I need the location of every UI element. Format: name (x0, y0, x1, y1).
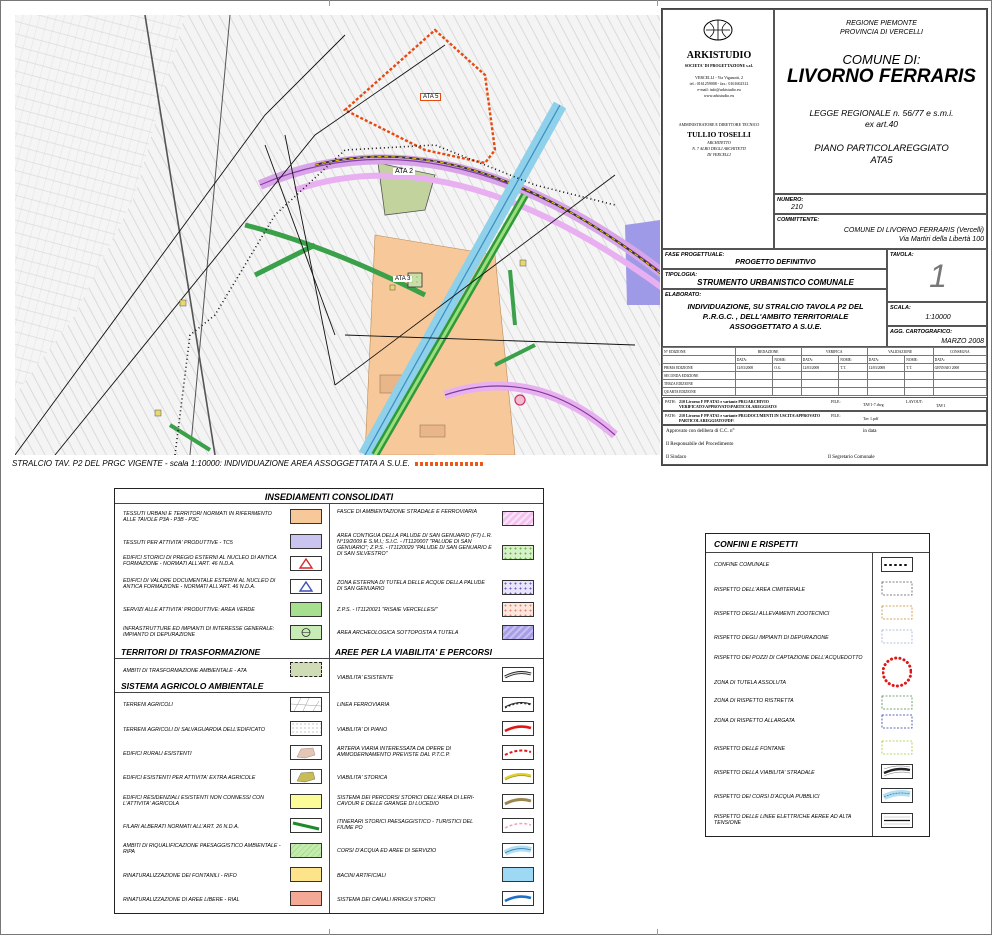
swatch-palude (502, 545, 534, 560)
ed-sub-cell: DATA: (801, 356, 839, 364)
layout-label: LAYOUT: (906, 399, 923, 404)
legend-main (114, 488, 544, 914)
ed-header-cell: N° EDIZIONE (663, 348, 736, 356)
legend-item-servizi-verde: SERVIZI ALLE ATTIVITA' PRODUTTIVE: AREA VERDE (123, 607, 255, 613)
legend-item-viabilita-esistente: VIABILITA' ESISTENTE (337, 675, 394, 681)
ed-header-cell: VALIDAZIONE (867, 348, 933, 356)
numero-label: NUMERO: (777, 197, 804, 203)
legend-item-canali: SISTEMA DEI CANALI IRRIGUI STORICI (337, 897, 436, 903)
swatch-depurazione (290, 625, 322, 640)
swatch-archeo (502, 625, 534, 640)
ed-header-cell: CONSEGNA (933, 348, 986, 356)
legend-item-arteria-ptcp: ARTERIA VIARIA INTERESSATA DA OPERE DI AMMODERNAMENTO PREVISTE DAL P.T.C.P. (337, 746, 452, 758)
committente-address: Via Martiri della Libertà 100 (898, 236, 984, 243)
swatch-cimiteriale (881, 581, 913, 596)
legend-item-bacini: BACINI ARTIFICIALI (337, 873, 386, 879)
swatch-corsi-acqua (502, 843, 534, 858)
edition-row (663, 380, 987, 388)
director-city: DI VERCELLI (707, 152, 731, 157)
file2-label: FILE: (831, 413, 841, 418)
edition-row (663, 388, 987, 396)
swatch-fasce (502, 511, 534, 526)
ed-sub-cell: NOME: (839, 356, 867, 364)
swatch-edifici-storici (290, 556, 322, 571)
approvato-text: Approvato con delibera di C.C. n° (666, 429, 735, 434)
legend-item-archeo: AREA ARCHEOLOGICA SOTTOPOSTA A TUTELA (337, 630, 459, 636)
swatch-residenziali (290, 794, 322, 809)
map-extract[interactable] (15, 15, 660, 455)
firm-phone: tel.: 0161259008 - fax.: 0161602312 (689, 81, 749, 86)
swatch-terreni-agricoli (290, 697, 322, 712)
firm-address: VERCELLI - Via Viganotti, 2 (695, 75, 743, 80)
legend-item-fiume-po: ITINERARI STORICI PAESAGGISTICO - TURISTICI DEL FIUME PO (337, 819, 473, 831)
agg-label: AGG. CARTOGRAFICO: (890, 329, 953, 335)
ed-sub-cell: DATA: (933, 356, 986, 364)
elaborato-line2: P..R.G.C. , DELL'AMBITO TERRITORIALE (702, 312, 849, 321)
swatch-edifici-rurali (290, 745, 322, 760)
swatch-servizi-verde (290, 602, 322, 617)
firm-logo (701, 18, 735, 42)
ed-header-cell: VERIFICA (801, 348, 867, 356)
legend-item-corsi-acqua: CORSI D'ACQUA ED AREE DI SERVIZIO (337, 848, 437, 854)
ata-boundary-sample (415, 462, 483, 466)
plan-name: ATA5 (870, 155, 893, 166)
tavola-cell (887, 249, 987, 302)
law-ref: LEGGE REGIONALE n. 56/77 e s.m.i. (809, 108, 954, 118)
swatch-impianti-depurazione (881, 629, 913, 644)
swatch-fiume-po (502, 818, 534, 833)
legend-item-viabilita-storica: VIABILITA' STORICA (337, 775, 388, 781)
legend-item-terreni-agricoli: TERRENI AGRICOLI (123, 702, 173, 708)
swatch-salvaguardia (290, 721, 322, 736)
path1-label: PATH: (665, 399, 676, 404)
editions-header-row (663, 348, 987, 356)
legend-item-cimiteriale: RISPETTO DELL'AREA CIMITERIALE (714, 587, 806, 593)
legend-item-viabilita-stradale: RISPETTO DELLA VIABILITA' STRADALE (714, 770, 815, 776)
committente-cell (774, 214, 987, 249)
agg-cell (887, 326, 987, 347)
path2-label: PATH: (665, 413, 676, 418)
tipologia-cell (662, 269, 887, 289)
sindaco-text: Il Sindaco (666, 455, 687, 460)
elaborato-cell (662, 289, 887, 347)
elaborato-label: ELABORATO: (665, 292, 702, 298)
fase-cell (662, 249, 887, 269)
path2-value: 210 Livorno F PP ATA5 e variante PRG\DOCUMENTI IN USCITA\APPROVATO PARTICOLAREGGIATO\PDF\ (679, 413, 821, 423)
legend-item-salvaguardia: TERRENI AGRICOLI DI SALVAGUARDIA DELL'EDIFICATO (123, 727, 266, 733)
legend-item-zona-esterna: ZONA ESTERNA DI TUTELA DELLE ACQUE DELLA PALUDE DI SAN GENUARIO (337, 580, 485, 592)
legend-item-fontane: RISPETTO DELLE FONTANE (714, 746, 786, 752)
swatch-filari (290, 818, 322, 833)
legend-item-filari: FILARI ALBERATI NORMATI ALL'ART. 26 N.D.A. (123, 824, 240, 830)
legend-item-tutela-assoluta: ZONA DI TUTELA ASSOLUTA (714, 680, 787, 686)
legend-item-residenziali: EDIFICI RESIDENZIALI ESISTENTI NON CONNESSI CON L'ATTIVITA' AGRICOLA (123, 795, 264, 807)
ata3-label: ATA 3 (395, 276, 411, 282)
divider (329, 503, 330, 913)
ed-cell: GENNAIO 2008 (933, 364, 986, 372)
swatch-extra-agricole (290, 769, 322, 784)
swatch-rial (290, 891, 322, 906)
approval-cell (662, 425, 987, 465)
tavola-value: 1 (929, 258, 947, 294)
firm-email: e-mail: info@arkistudio.eu (697, 87, 741, 92)
responsabile-text: Il Responsabile del Procedimento (666, 442, 734, 447)
ed-sub-cell (663, 356, 736, 364)
file1-value: TAV1-7.dwg (863, 402, 884, 407)
comune-cell (774, 9, 987, 194)
legend-item-zps: Z.P.S. - IT1120021 "RISAIE VERCELLESI" (337, 607, 438, 613)
crop-mark (329, 929, 330, 935)
ed-sub-cell: NOME: (773, 356, 801, 364)
legend-item-edifici-rurali: EDIFICI RURALI ESISTENTI (123, 751, 192, 757)
legend-item-rial: RINATURALIZZAZIONE DI AREE LIBERE - RIAL (123, 897, 240, 903)
in-data-text: in data (863, 429, 877, 434)
swatch-pozzi (882, 654, 912, 690)
region: REGIONE PIEMONTE (846, 20, 917, 27)
tavola-label: TAVOLA: (890, 252, 914, 258)
director-role: AMMINISTRATORE E DIRETTORE TECNICO (678, 122, 760, 127)
swatch-edifici-documentali (290, 579, 322, 594)
swatch-tessuti (290, 509, 322, 524)
legend-item-corsi-acqua-pubblici: RISPETTO DEI CORSI D'ACQUA PUBBLICI (714, 794, 820, 800)
swatch-zootecnici (881, 605, 913, 620)
legend-confini (705, 533, 930, 837)
director-title: ARCHITETTO (707, 140, 731, 145)
law-article: ex art.40 (864, 119, 899, 129)
swatch-rispetto-allargata (881, 714, 913, 729)
legend-item-viabilita-piano: VIABILITA' DI PIANO (337, 727, 388, 733)
swatch-viabilita-stradale (881, 764, 913, 779)
ed-cell: O.G. (773, 364, 801, 372)
ed-sub-cell: NOME: (905, 356, 933, 364)
province: PROVINCIA DI VERCELLI (840, 29, 923, 36)
ed-header-cell: REDAZIONE (735, 348, 801, 356)
ed-cell: 12/03/2008 (801, 364, 839, 372)
layout-value: TAV1 (936, 403, 946, 408)
ed-sub-cell: DATA: (867, 356, 905, 364)
legend-item-ripa: AMBITI DI RIQUALIFICAZIONE PAESAGGISTICO AMBIENTALE - RIPA (123, 843, 281, 855)
swatch-rifo (290, 867, 322, 882)
crop-mark (657, 0, 658, 6)
ed-cell: T.T. (839, 364, 867, 372)
ed-sub-cell: DATA: (735, 356, 773, 364)
swatch-fontane (881, 740, 913, 755)
legend-item-rispetto-allargata: ZONA DI RISPETTO ALLARGATA (714, 718, 795, 724)
legend-item-ferrovia: LINEA FERROVIARIA (337, 702, 390, 708)
swatch-viabilita-esistente (502, 667, 534, 682)
swatch-viabilita-piano (502, 721, 534, 736)
crop-mark (657, 929, 658, 935)
tipologia-label: TIPOLOGIA: (665, 272, 698, 278)
legend-item-produttive: TESSUTI PER ATTIVITA' PRODUTTIVE - TC5 (123, 540, 233, 546)
section-trasformazione: TERRITORI DI TRASFORMAZIONE (121, 647, 261, 657)
legend-item-impianti-depurazione: RISPETTO DEGLI IMPIANTI DI DEPURAZIONE (714, 635, 829, 641)
swatch-linee-elettriche (881, 813, 913, 828)
scala-value: 1:10000 (925, 314, 951, 321)
committente-name: COMUNE DI LIVORNO FERRARIS (Vercelli) (843, 227, 984, 234)
swatch-ripa (290, 843, 322, 858)
legend-item-edifici-storici: EDIFICI STORICI DI PREGIO ESTERNI AL NUCLEO DI ANTICA FORMAZIONE - NORMATI ALL'ART. 46 N.D.A. (123, 555, 277, 567)
ata2-label: ATA 2 (395, 168, 414, 175)
legend-item-linee-elettriche: RISPETTO DELLE LINEE ELETTRICHE AEREE AD ALTA TENSIONE (714, 814, 852, 826)
ed-cell: TERZA EDIZIONE (663, 380, 736, 388)
numero-value: 210 (791, 204, 803, 211)
director-name: TULLIO TOSELLI (687, 130, 751, 139)
comune-name: LIVORNO FERRARIS (787, 66, 976, 87)
swatch-arteria-ptcp (502, 745, 534, 760)
scala-cell (887, 302, 987, 326)
agg-value: MARZO 2008 (941, 338, 984, 345)
numero-cell (774, 194, 987, 214)
path-row-2 (662, 411, 987, 425)
elaborato-line3: ASSOGGETTATO A S.U.E. (729, 322, 822, 331)
legend-item-extra-agricole: EDIFICI ESISTENTI PER ATTIVITA' EXTRA AGRICOLE (123, 775, 256, 781)
edition-row (663, 372, 987, 380)
map-canvas (15, 15, 660, 455)
ed-cell: PRIMA EDIZIONE (663, 364, 736, 372)
fase-label: FASE PROGETTUALE: (665, 252, 725, 258)
legend-item-leri-cavour: SISTEMA DEI PERCORSI STORICI DELL'AREA DI LERI-CAVOUR E DELLE GRANGE DI LUCEDIO (337, 795, 475, 807)
swatch-ferrovia (502, 697, 534, 712)
path1-value: 210 Livorno F PP ATA5 e variante PRG\ARCHIVIO VERIFICATO\APPROVATO\PARTICOLAREGGIATO\ (679, 399, 778, 409)
edition-row (663, 364, 987, 372)
legend-item-zootecnici: RISPETTO DEGLI ALLEVAMENTI ZOOTECNICI (714, 611, 830, 617)
fase-value: PROGETTO DEFINITIVO (735, 259, 816, 266)
ed-cell: SECONDA EDIZIONE (663, 372, 736, 380)
legend-item-depurazione: INFRASTRUTTURE ED IMPIANTI DI INTERESSE GENERALE: IMPIANTO DI DEPURAZIONE (123, 626, 275, 638)
legend-main-title: INSEDIAMENTI CONSOLIDATI (264, 492, 394, 502)
director-register: N. 7 ALBO DEGLI ARCHITETTI (692, 146, 746, 151)
divider (115, 692, 329, 693)
swatch-bacini (502, 867, 534, 882)
legend-item-fasce: FASCE DI AMBIENTAZIONE STRADALE E FERROVIARIA (337, 509, 477, 515)
firm-name: ARKISTUDIO (686, 50, 752, 61)
swatch-confine-comunale (881, 557, 913, 572)
ed-cell: T.T. (905, 364, 933, 372)
divider (706, 552, 929, 553)
legend-item-rispetto-ristretta: ZONA DI RISPETTO RISTRETTA (714, 698, 794, 704)
ed-cell: 12/03/2008 (735, 364, 773, 372)
ed-cell: QUARTA EDIZIONE (663, 388, 736, 396)
swatch-viabilita-storica (502, 769, 534, 784)
file2-value: Tav 1.pdf (863, 416, 879, 421)
divider (115, 658, 543, 659)
editions-subheader-row (663, 356, 987, 364)
elaborato-line1: INDIVIDUAZIONE, SU STRALCIO TAVOLA P2 DEL (687, 302, 864, 311)
legend-item-tessuti: TESSUTI URBANI E TERRITORI NORMATI IN RIFERIMENTO ALLE TAVOLE P3A - P3B - P3C (123, 511, 272, 523)
swatch-zona-esterna (502, 580, 534, 595)
section-agricolo: SISTEMA AGRICOLO AMBIENTALE (121, 681, 264, 691)
tipologia-value: STRUMENTO URBANISTICO COMUNALE (697, 278, 854, 287)
swatch-ata (290, 662, 322, 677)
crop-mark (329, 0, 330, 6)
swatch-canali (502, 891, 534, 906)
legend-item-pozzi: RISPETTO DEI POZZI DI CAPTAZIONE DELL'ACQUEDOTTO (714, 655, 863, 661)
path-row-1 (662, 397, 987, 411)
comune-label: COMUNE DI: (842, 52, 921, 67)
swatch-zps (502, 602, 534, 617)
committente-label: COMMITTENTE: (777, 217, 820, 223)
firm-website: www.arkistudio.eu (703, 93, 735, 98)
legend-confini-title: CONFINI E RISPETTI (714, 539, 798, 549)
firm-subtitle: SOCIETA' DI PROGETTAZIONE s.r.l. (684, 63, 754, 68)
swatch-produttive (290, 534, 322, 549)
legend-item-edifici-documentali: EDIFICI DI VALORE DOCUMENTALE ESTERNI AL NUCLEO DI ANTICA FORMAZIONE - NORMATI ALL'ART. 46 N.D.A. (123, 578, 276, 590)
firm-cell (662, 9, 774, 249)
legend-item-ata: AMBITI DI TRASFORMAZIONE AMBIENTALE - ATA (123, 668, 247, 674)
swatch-rispetto-ristretta (881, 695, 913, 710)
segretario-text: Il Segretario Comunale (828, 455, 875, 460)
map-caption: STRALCIO TAV. P2 DEL PRGC VIGENTE - scala 1:10000: INDIVIDUAZIONE AREA ASSOGGETTATA A S.U.E. (12, 459, 410, 468)
title-block (661, 8, 988, 466)
section-viabilita: AREE PER LA VIABILITA' E PERCORSI (335, 647, 492, 657)
legend-item-rifo: RINATURALIZZAZIONE DEI FONTANILI - RIFO (123, 873, 237, 879)
swatch-leri-cavour (502, 794, 534, 809)
legend-item-palude: AREA CONTIGUA DELLA PALUDE DI SAN GENUARIO (F7) L.R. N°19/2009 E S.M.I.; S.I.C. - IT1120007 "PALUDE DI SAN GENUARIO"; Z.P.S. - IT1120029 "PALUDE DI SAN GENUARIO E DI SAN SILVESTRO" (337, 533, 493, 557)
scala-label: SCALA: (890, 305, 911, 311)
ata5-label: ATA 5 (420, 93, 441, 101)
legend-item-confine-comunale: CONFINE COMUNALE (714, 562, 770, 568)
editions-table (662, 347, 987, 396)
plan-type: PIANO PARTICOLAREGGIATO (814, 143, 949, 154)
file1-label: FILE: (831, 399, 841, 404)
divider (872, 552, 873, 836)
swatch-corsi-acqua-pubblici (881, 788, 913, 803)
ed-cell: 12/03/2008 (867, 364, 905, 372)
